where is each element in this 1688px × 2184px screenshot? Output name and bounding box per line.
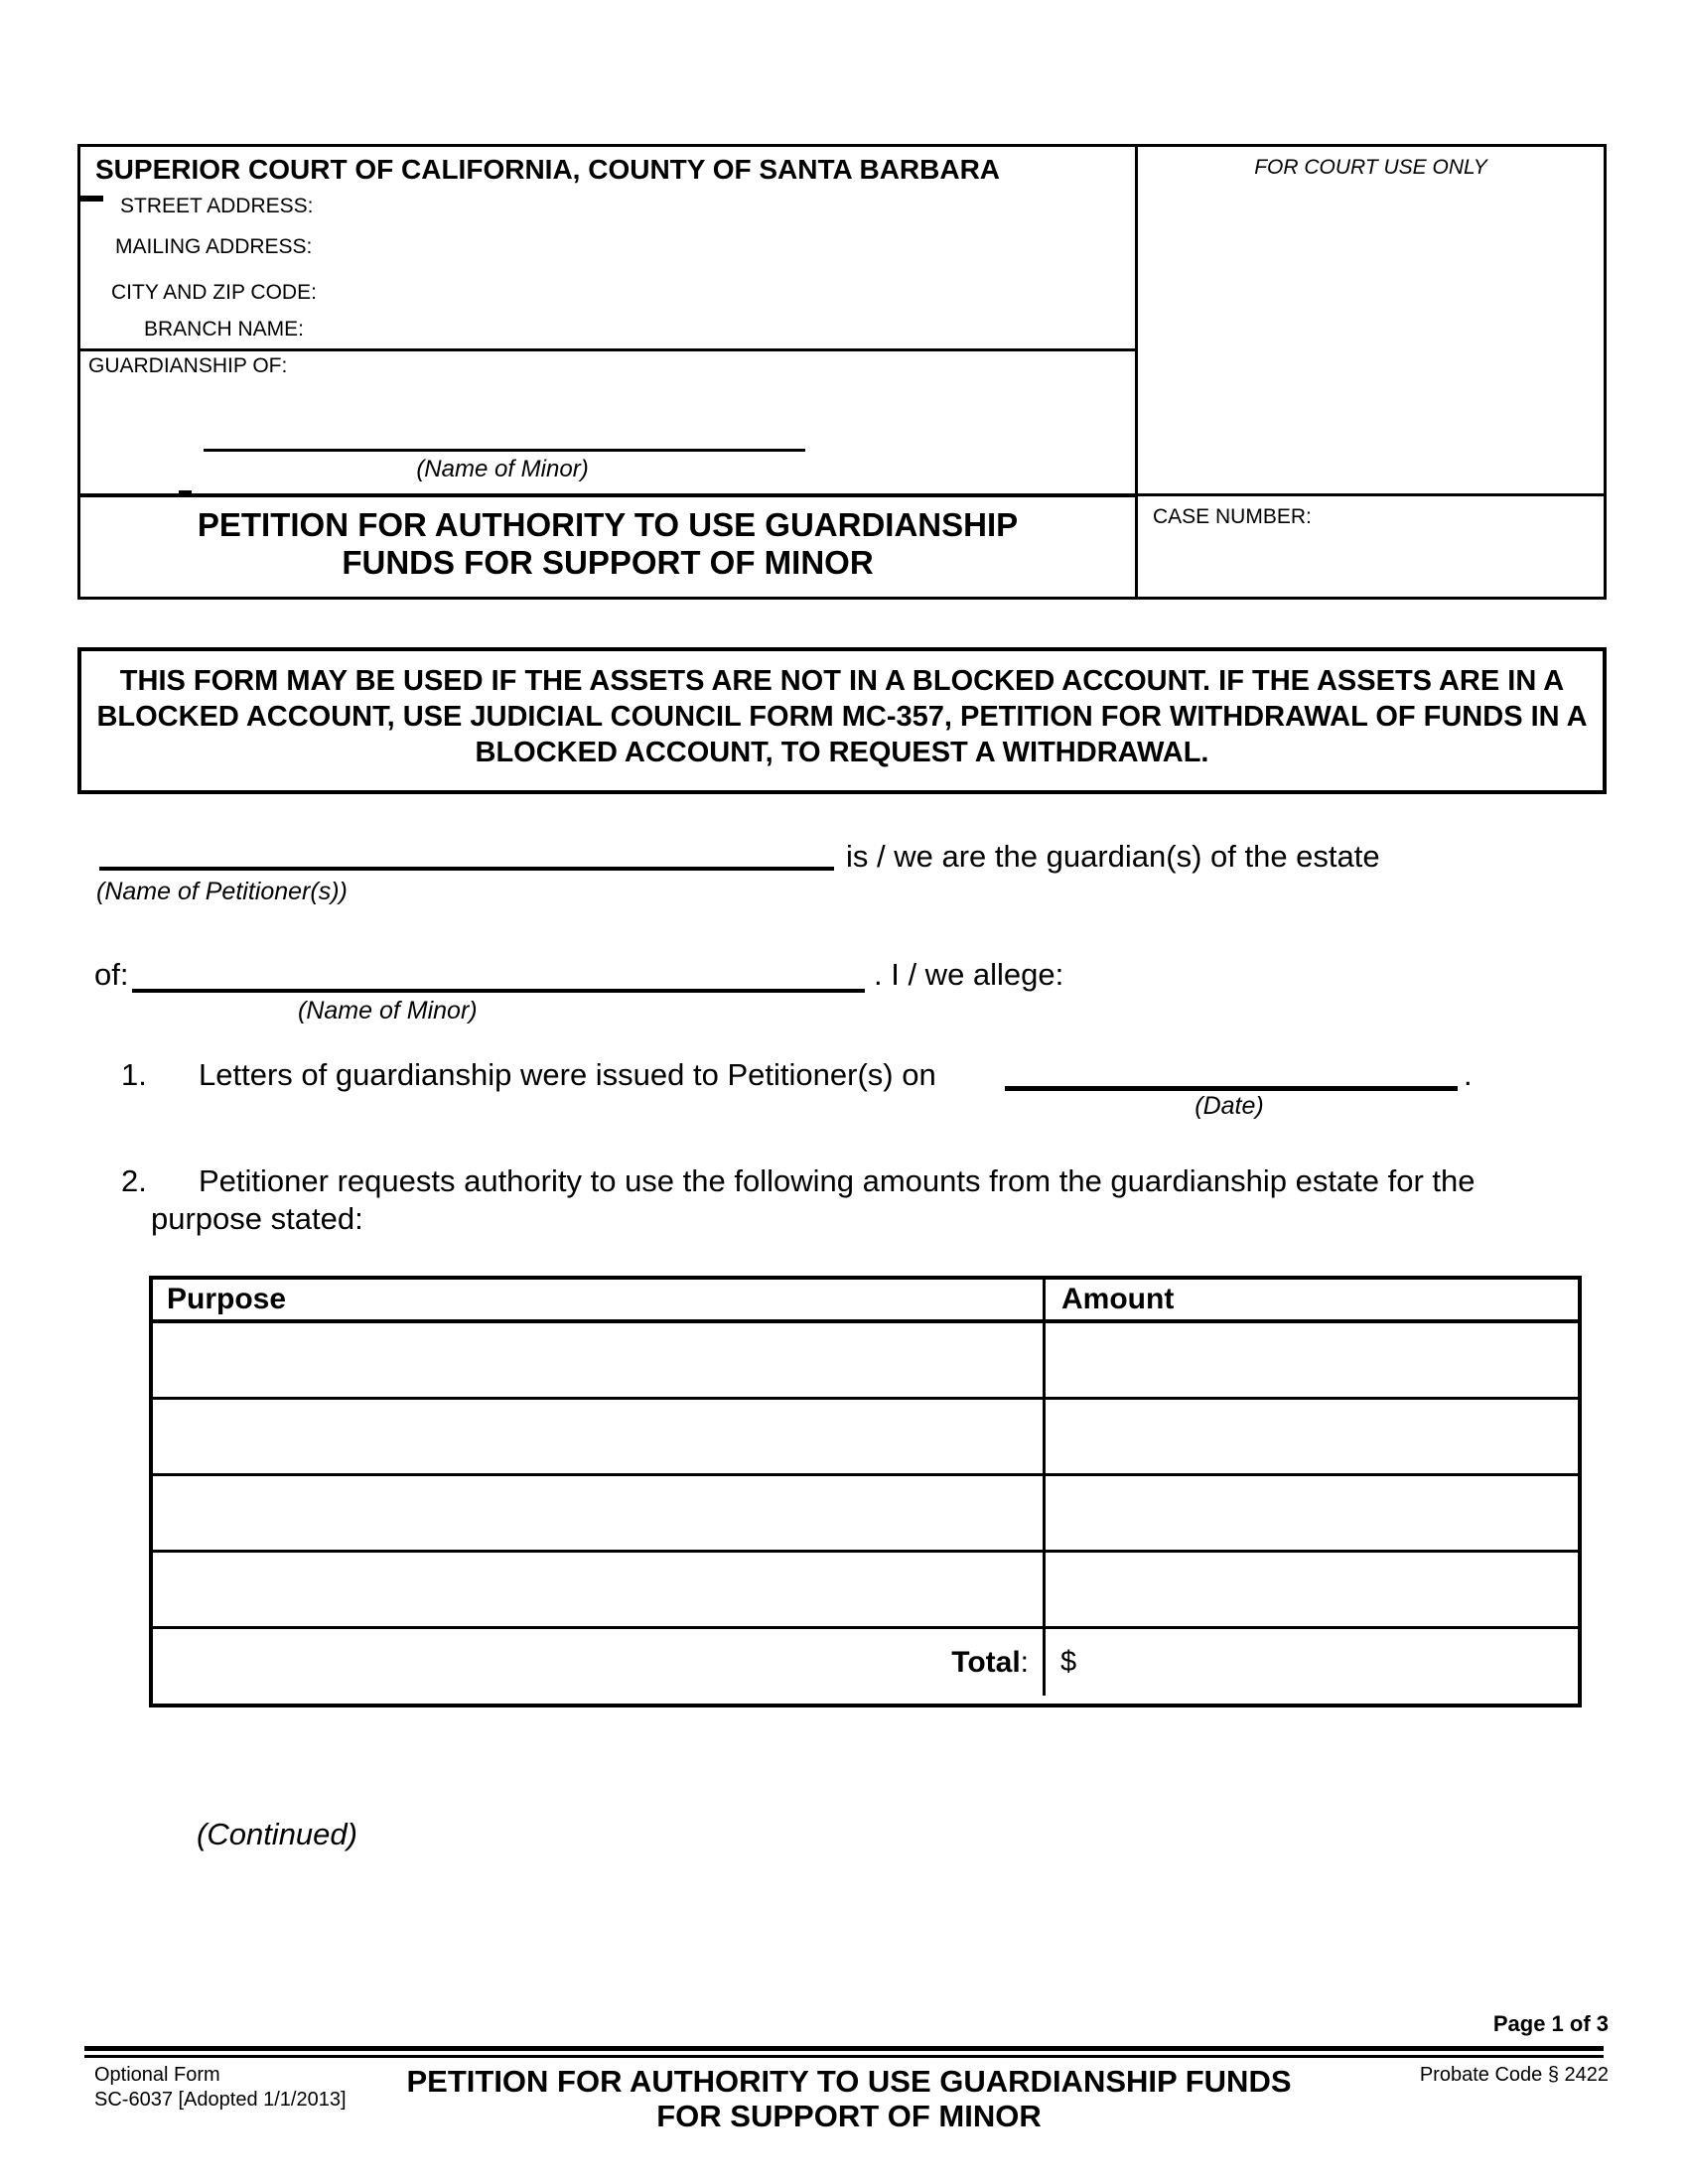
allege-text: . I / we allege: xyxy=(874,957,1064,992)
purpose-cell[interactable] xyxy=(153,1323,1046,1397)
name-of-minor-caption-2: (Name of Minor) xyxy=(298,997,478,1024)
footer-title xyxy=(253,2064,1445,2133)
table-row xyxy=(153,1400,1578,1476)
item2-number: 2. xyxy=(121,1163,147,1198)
footer-form-type: Optional Form xyxy=(94,2064,220,2086)
date-caption: (Date) xyxy=(1195,1092,1264,1120)
mailing-address-label: MAILING ADDRESS: xyxy=(115,235,313,258)
date-blank[interactable] xyxy=(1005,1086,1458,1091)
minor-name-blank[interactable] xyxy=(204,449,805,452)
notice-line1: THIS FORM MAY BE USED IF THE ASSETS ARE NOT IN A BLOCKED ACCOUNT. IF THE ASSETS ARE IN A xyxy=(119,665,1565,697)
branch-name-label: BRANCH NAME: xyxy=(144,318,305,341)
blocked-account-notice-box xyxy=(77,647,1607,794)
footer-title-line2: FOR SUPPORT OF MINOR xyxy=(656,2099,1042,2133)
notice-line3: BLOCKED ACCOUNT, TO REQUEST A WITHDRAWAL. xyxy=(475,737,1209,768)
guardian-statement-text: is / we are the guardian(s) of the estate xyxy=(846,839,1380,874)
city-zip-label: CITY AND ZIP CODE: xyxy=(111,281,317,304)
petitioner-name-blank[interactable] xyxy=(99,867,834,871)
guardianship-of-label: GUARDIANSHIP OF: xyxy=(88,354,288,377)
header-left-column xyxy=(80,147,1138,597)
amount-header: Amount xyxy=(1061,1283,1175,1315)
amount-cell[interactable] xyxy=(1046,1323,1578,1397)
table-row xyxy=(153,1323,1578,1400)
court-name: SUPERIOR COURT OF CALIFORNIA, COUNTY OF SANTA BARBARA xyxy=(95,154,1001,185)
item1-period: . xyxy=(1464,1057,1473,1092)
footer-code-reference: Probate Code § 2422 xyxy=(1419,2064,1609,2086)
notice-line2: BLOCKED ACCOUNT, USE JUDICIAL COUNCIL FORM MC-357, PETITION FOR WITHDRAWAL OF FUNDS IN A xyxy=(96,701,1588,733)
court-use-box xyxy=(1138,147,1604,496)
table-total-row xyxy=(153,1629,1578,1696)
page-number: Page 1 of 3 xyxy=(1492,2011,1609,2036)
table-row xyxy=(153,1476,1578,1553)
guardianship-section xyxy=(80,348,1135,497)
total-colon: : xyxy=(1020,1645,1029,1679)
case-number-label: CASE NUMBER: xyxy=(1153,505,1312,528)
footer-rule-thick xyxy=(84,2046,1604,2051)
table-row xyxy=(153,1553,1578,1629)
form-header-box xyxy=(77,144,1607,600)
total-label-cell xyxy=(153,1629,1046,1696)
form-title-section xyxy=(80,493,1135,597)
purpose-cell[interactable] xyxy=(153,1400,1046,1473)
purpose-cell[interactable] xyxy=(153,1553,1046,1626)
purpose-table-rows xyxy=(153,1323,1578,1629)
purpose-header: Purpose xyxy=(153,1280,1046,1319)
item2-text-line2: purpose stated: xyxy=(151,1201,363,1236)
footer-title-line1: PETITION FOR AUTHORITY TO USE GUARDIANSHIP FUNDS xyxy=(406,2064,1292,2099)
of-label: of: xyxy=(94,957,129,992)
amount-cell[interactable] xyxy=(1046,1553,1578,1626)
form-title-line2: FUNDS FOR SUPPORT OF MINOR xyxy=(342,544,874,581)
footer-form-number: SC-6037 [Adopted 1/1/2013] xyxy=(94,2089,347,2111)
item1-number: 1. xyxy=(121,1057,147,1092)
registration-tick-left xyxy=(77,196,103,202)
table-header-row xyxy=(153,1280,1578,1323)
court-info-section xyxy=(80,147,1135,351)
case-number-box[interactable] xyxy=(1138,496,1604,597)
header-right-column xyxy=(1138,147,1604,597)
footer-rule-thin xyxy=(84,2055,1604,2058)
total-label: Total xyxy=(951,1645,1021,1679)
amount-cell[interactable] xyxy=(1046,1476,1578,1550)
street-address-label: STREET ADDRESS: xyxy=(120,195,314,217)
name-of-minor-caption: (Name of Minor) xyxy=(416,456,589,482)
minor-name-blank-2[interactable] xyxy=(132,989,865,993)
dollar-sign: $ xyxy=(1060,1646,1077,1678)
item2-text-line1: Petitioner requests authority to use the following amounts from the guardianship estate for the xyxy=(199,1163,1476,1198)
continued-note: (Continued) xyxy=(197,1817,357,1851)
total-amount-cell[interactable] xyxy=(1046,1629,1578,1696)
purpose-amount-table xyxy=(149,1276,1582,1707)
amount-cell[interactable] xyxy=(1046,1400,1578,1473)
registration-tick-guardianship xyxy=(179,490,192,495)
form-title-line1: PETITION FOR AUTHORITY TO USE GUARDIANSHIP xyxy=(197,506,1019,543)
item1-text: Letters of guardianship were issued to Petitioner(s) on xyxy=(199,1057,936,1092)
name-of-petitioner-caption: (Name of Petitioner(s)) xyxy=(96,878,348,905)
purpose-cell[interactable] xyxy=(153,1476,1046,1550)
for-court-use-label: FOR COURT USE ONLY xyxy=(1254,156,1487,179)
